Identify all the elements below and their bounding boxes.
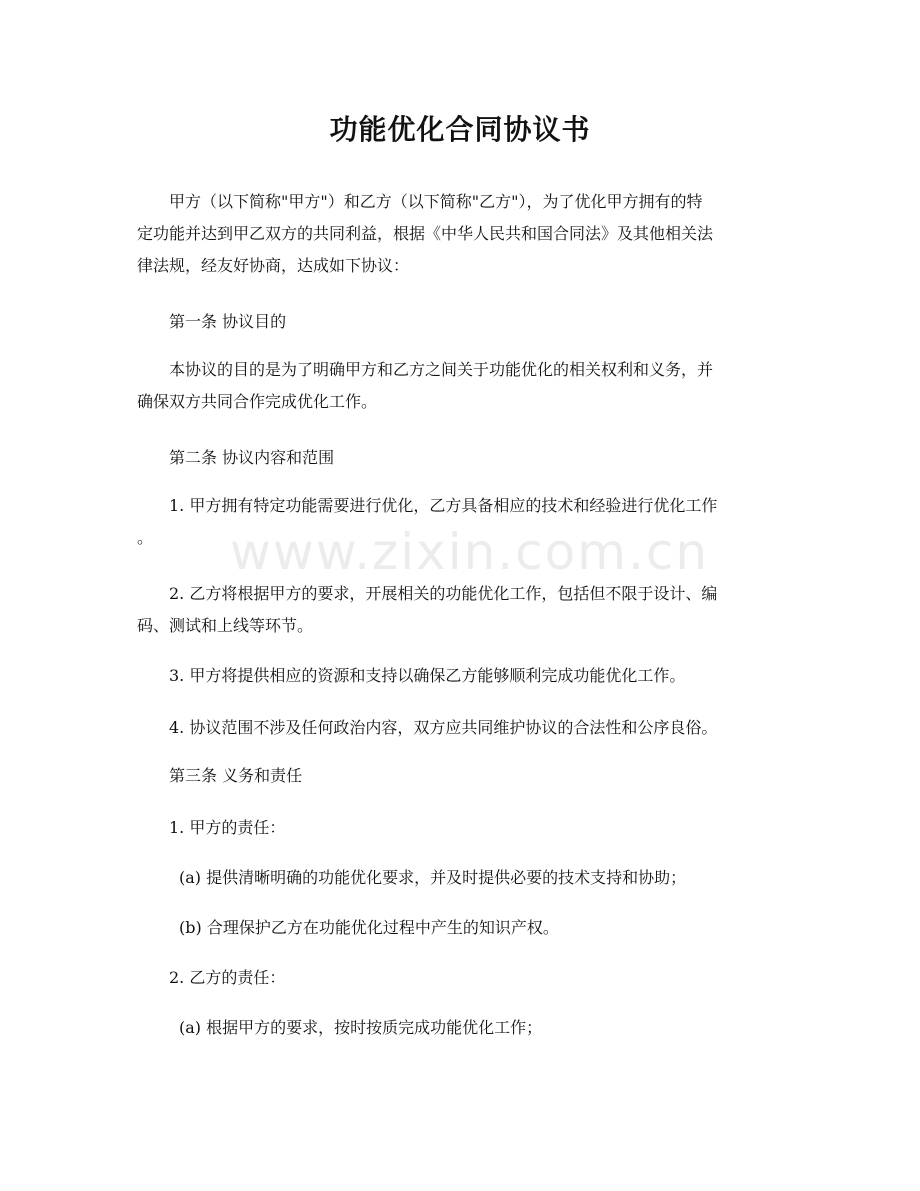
article-1-line-2: 确保双方共同合作完成优化工作。 <box>137 392 378 411</box>
intro-line-3: 律法规，经友好协商，达成如下协议： <box>137 256 410 275</box>
article-2-item-1 <box>137 490 787 554</box>
article-2-heading: 第二条 协议内容和范围 <box>169 448 335 467</box>
article-3-party-a-item-a: (a) 提供清晰明确的功能优化要求，并及时提供必要的技术支持和协助； <box>179 868 687 887</box>
article-3-party-b-item-a: (a) 根据甲方的要求，按时按质完成功能优化工作； <box>179 1018 543 1037</box>
article-2-item-2-line-1: 2. 乙方将根据甲方的要求，开展相关的功能优化工作，包括但不限于设计、编 <box>169 584 718 603</box>
article-2-item-1-line-2: 。 <box>137 528 154 547</box>
page-title: 功能优化合同协议书 <box>329 113 591 146</box>
article-1-body <box>137 354 787 418</box>
article-1-heading: 第一条 协议目的 <box>169 312 287 331</box>
article-3-heading: 第三条 义务和责任 <box>169 766 303 785</box>
article-2-item-1-line-1: 1. 甲方拥有特定功能需要进行优化，乙方具备相应的技术和经验进行优化工作 <box>169 496 718 515</box>
article-3-party-b: 2. 乙方的责任： <box>169 968 286 987</box>
article-2-item-4: 4. 协议范围不涉及任何政治内容，双方应共同维护协议的合法性和公序良俗。 <box>169 718 718 737</box>
article-1-line-1: 本协议的目的是为了明确甲方和乙方之间关于功能优化的相关权利和义务，并 <box>169 360 714 379</box>
article-3-party-a: 1. 甲方的责任： <box>169 818 286 837</box>
article-2-item-2 <box>137 578 787 642</box>
article-2-item-3: 3. 甲方将提供相应的资源和支持以确保乙方能够顺利完成功能优化工作。 <box>169 666 686 685</box>
watermark: www.zixin.com.cn <box>230 523 710 581</box>
intro-line-2: 定功能并达到甲乙双方的共同利益，根据《中华人民共和国合同法》及其他相关法 <box>137 224 714 243</box>
intro-paragraph <box>137 186 787 282</box>
article-3-party-a-item-b: (b) 合理保护乙方在功能优化过程中产生的知识产权。 <box>179 918 559 937</box>
article-2-item-2-line-2: 码、测试和上线等环节。 <box>137 616 314 635</box>
intro-line-1: 甲方（以下简称"甲方"）和乙方（以下简称"乙方"），为了优化甲方拥有的特 <box>169 192 703 211</box>
